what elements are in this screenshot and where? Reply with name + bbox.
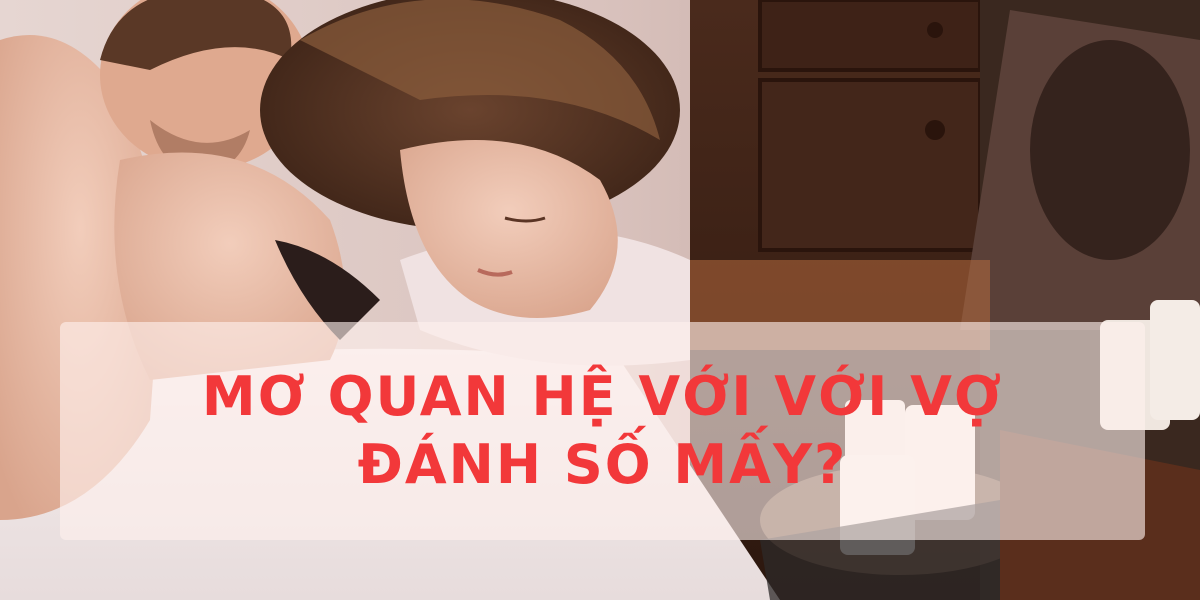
headline-line-1: MƠ QUAN HỆ VỚI VỚI VỢ: [201, 364, 1004, 428]
headline-line-2: ĐÁNH SỐ MẤY?: [357, 433, 848, 496]
headline-banner: [60, 322, 1145, 540]
